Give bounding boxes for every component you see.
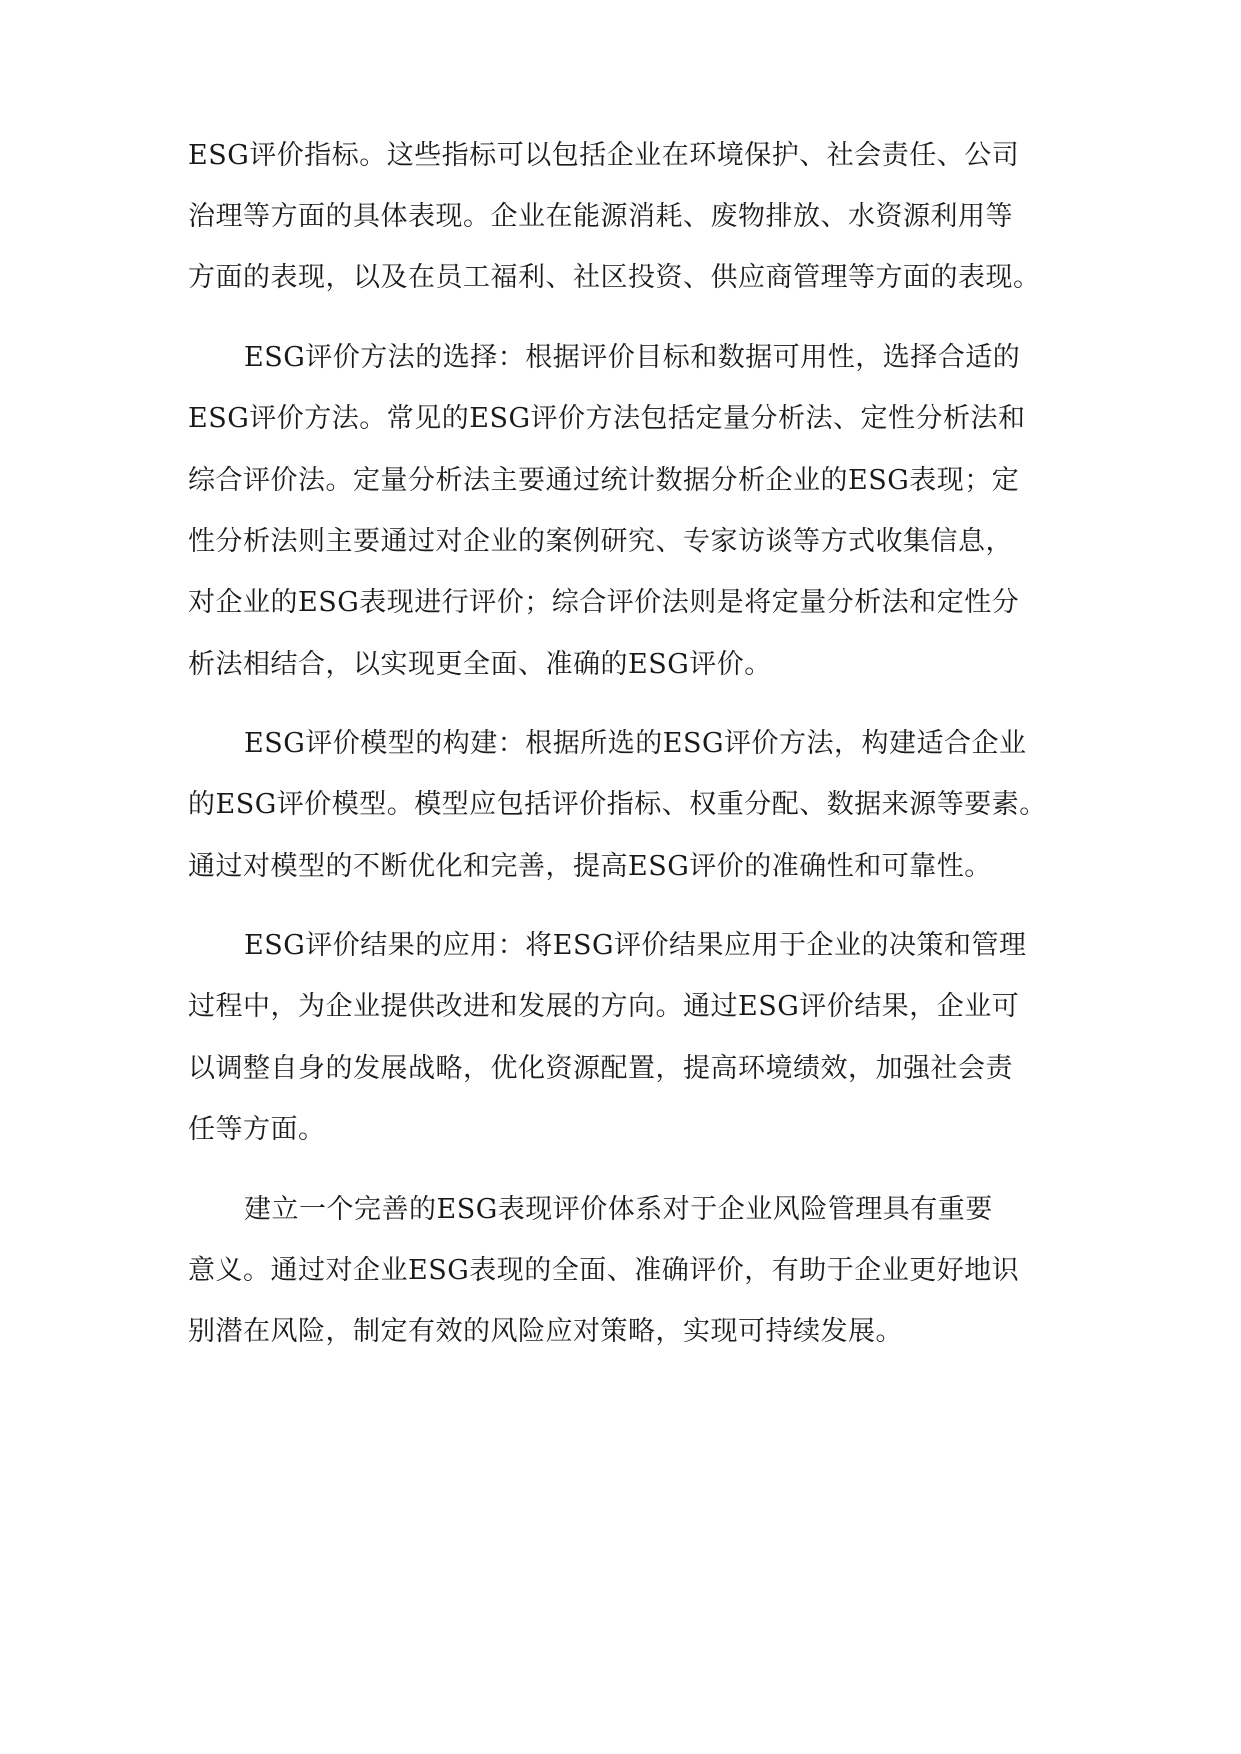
- text-line: 治理等方面的具体表现。企业在能源消耗、废物排放、水资源利用等: [188, 201, 1013, 232]
- text-line: 对企业的ESG表现进行评价；综合评价法则是将定量分析法和定性分: [188, 587, 1020, 618]
- text-line: 以调整自身的发展战略，优化资源配置，提高环境绩效，加强社会责: [188, 1053, 1013, 1084]
- text-line: 任等方面。: [188, 1114, 326, 1145]
- text-line: 别潜在风险，制定有效的风险应对策略，实现可持续发展。: [188, 1316, 903, 1347]
- text-line: ESG评价方法。常见的ESG评价方法包括定量分析法、定性分析法和: [188, 403, 1026, 434]
- text-line: 析法相结合，以实现更全面、准确的ESG评价。: [188, 649, 772, 680]
- paragraph-first-line: ESG评价方法的选择：根据评价目标和数据可用性，选择合适的: [244, 342, 1021, 373]
- text-line: 通过对模型的不断优化和完善，提高ESG评价的准确性和可靠性。: [188, 851, 992, 882]
- text-line: 方面的表现，以及在员工福利、社区投资、供应商管理等方面的表现。: [188, 262, 1041, 293]
- paragraph-first-line: ESG评价结果的应用：将ESG评价结果应用于企业的决策和管理: [244, 930, 1027, 961]
- paragraph-first-line: ESG评价模型的构建：根据所选的ESG评价方法，构建适合企业: [244, 728, 1027, 759]
- text-line: ESG评价指标。这些指标可以包括企业在环境保护、社会责任、公司: [188, 140, 1020, 171]
- text-line: 综合评价法。定量分析法主要通过统计数据分析企业的ESG表现；定: [188, 465, 1020, 496]
- text-line: 的ESG评价模型。模型应包括评价指标、权重分配、数据来源等要素。: [188, 789, 1047, 820]
- text-line: 性分析法则主要通过对企业的案例研究、专家访谈等方式收集信息，: [188, 526, 1013, 557]
- text-line: 过程中，为企业提供改进和发展的方向。通过ESG评价结果，企业可: [188, 991, 1020, 1022]
- paragraph-first-line: 建立一个完善的ESG表现评价体系对于企业风险管理具有重要: [244, 1194, 993, 1225]
- text-line: 意义。通过对企业ESG表现的全面、准确评价，有助于企业更好地识: [188, 1255, 1020, 1286]
